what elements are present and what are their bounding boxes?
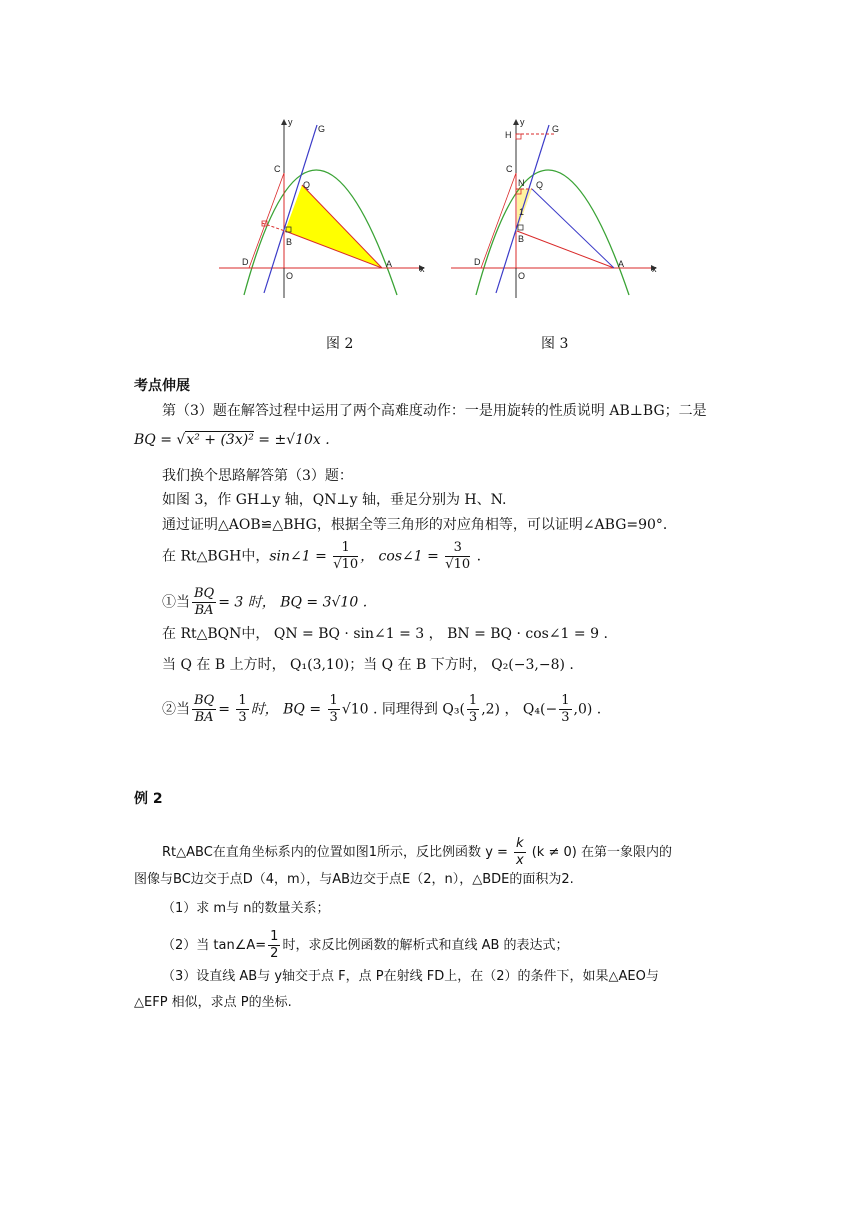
fig3-label-q: Q <box>536 180 544 190</box>
q2-prefix: （2）当 tan∠A= <box>162 938 267 953</box>
cos-den: √10 <box>445 557 471 572</box>
paragraph-2: 我们换个思路解答第（3）题： <box>162 468 353 484</box>
section-heading-extension: 考点伸展 <box>134 378 190 394</box>
p9-fraction-third <box>236 693 248 726</box>
bq-lhs: BQ = <box>134 432 177 448</box>
bq-rhs: = ±√10x . <box>253 432 330 448</box>
line-qa <box>532 189 614 268</box>
p9-fnum: 1 <box>238 693 247 708</box>
p9-bden: 3 <box>329 710 338 725</box>
p9-end: ,0) . <box>573 701 602 718</box>
fig2-label-q: Q <box>303 180 311 190</box>
p9-den: BA <box>194 710 214 725</box>
tan-fraction <box>268 929 280 962</box>
p6-den: BA <box>194 603 214 618</box>
p9-q3num: 1 <box>468 693 478 708</box>
triangle-bqa-fill <box>285 185 382 268</box>
p6-post: = 3 时， BQ = 3√10 . <box>218 594 368 611</box>
fig3-label-x: x <box>652 264 657 274</box>
fig3-label-h: H <box>505 130 512 140</box>
paragraph-1a: 第（3）题在解答过程中运用了两个高难度动作：一是用旋转的性质说明 AB⊥BG；二是 <box>162 403 707 419</box>
p5-cos: ， cos∠1 = <box>360 548 444 565</box>
question-part-3a: （3）设直线 AB与 y轴交于点 F，点 P在射线 FD上，在（2）的条件下，如果△AEO与 <box>162 969 659 984</box>
question-line-1 <box>162 836 672 869</box>
fig3-label-c: C <box>506 164 513 174</box>
fig3-label-angle-1: 1 <box>519 207 525 217</box>
p9-mid2: √10 . 同理得到 Q₃( <box>341 701 465 718</box>
fig3-label-g: G <box>552 124 560 134</box>
fig3-label-y: y <box>520 117 525 127</box>
p5-end: . <box>472 548 482 565</box>
p9-num: BQ <box>194 693 215 708</box>
paragraph-1b: BQ = √x² + (3x)² = ±√10x . <box>134 432 330 448</box>
p6-num: BQ <box>194 586 215 601</box>
x-den: x <box>515 853 524 868</box>
figure-3-caption: 图 3 <box>541 336 569 352</box>
right-angle-mark-h <box>516 134 521 139</box>
fig2-label-c: C <box>274 164 281 174</box>
fig2-label-x: x <box>420 264 425 274</box>
q2-post: 时，求反比例函数的解析式和直线 AB 的表达式； <box>282 938 569 953</box>
question-part-3b: △EFP 相似，求点 P的坐标. <box>134 995 292 1010</box>
fig2-label-g: G <box>318 124 326 134</box>
cos-fraction <box>445 540 470 573</box>
fig3-label-o: O <box>518 271 526 281</box>
figure-2-caption: 图 2 <box>326 336 354 352</box>
p5-sin: sin∠1 = <box>269 548 332 565</box>
k-over-x-fraction <box>514 836 526 869</box>
p9-mid: 时， BQ = <box>250 701 326 718</box>
example-2-heading: 例 2 <box>134 791 163 807</box>
cos-num: 3 <box>445 540 470 557</box>
fig2-label-o: O <box>286 271 294 281</box>
fig3-label-n: N <box>518 178 525 188</box>
figure-2 <box>214 115 434 300</box>
p6-fraction <box>192 586 216 619</box>
fig2-label-y: y <box>288 117 293 127</box>
p9-fraction-q4 <box>559 693 571 726</box>
p9-fraction-ratio <box>192 693 216 726</box>
p9-prefix: ②当 <box>162 701 190 718</box>
fig2-label-d: D <box>242 257 249 267</box>
q-prefix: Rt△ABC在直角坐标系内的位置如图1所示，反比例函数 y = <box>162 845 513 860</box>
fig3-label-b: B <box>518 234 525 244</box>
figure-3 <box>446 115 666 300</box>
p5-prefix: 在 Rt△BGH中， <box>162 548 270 565</box>
tan-num: 1 <box>270 929 279 944</box>
paragraph-4: 通过证明△AOB≌△BHG，根据全等三角形的对应角相等，可以证明∠ABG=90°． <box>162 517 677 533</box>
bq-radicand: x² + (3x)² <box>186 432 254 448</box>
paragraph-8: 当 Q 在 B 上方时， Q₁(3,10)；当 Q 在 B 下方时， Q₂(−3,−8) . <box>162 657 574 673</box>
q-post: (k ≠ 0) 在第一象限内的 <box>527 845 672 860</box>
paragraph-6 <box>162 586 367 619</box>
p9-q4den: 3 <box>561 710 570 725</box>
paragraph-3: 如图 3，作 GH⊥y 轴，QN⊥y 轴，垂足分别为 H、N. <box>162 492 507 508</box>
question-line-2: 图像与BC边交于点D（4，m），与AB边交于点E（2，n），△BDE的面积为2. <box>134 872 574 887</box>
sin-num: 1 <box>333 540 358 557</box>
p9-fraction-q3 <box>467 693 479 726</box>
tan-den: 2 <box>270 946 279 961</box>
y-axis-arrow <box>513 119 519 125</box>
paragraph-5 <box>162 540 481 573</box>
line-dc <box>481 173 516 268</box>
line-ba <box>517 231 614 268</box>
fig3-label-a: A <box>618 259 625 269</box>
sin-fraction <box>333 540 358 573</box>
line-dc <box>249 173 284 268</box>
p9-q4num: 1 <box>561 693 570 708</box>
sin-den: √10 <box>333 557 359 572</box>
question-part-2 <box>162 929 569 962</box>
fig2-label-b: B <box>286 237 293 247</box>
paragraph-9 <box>162 693 601 726</box>
k-num: k <box>516 836 524 851</box>
p9-bnum: 1 <box>329 693 338 708</box>
p9-q3den: 3 <box>468 710 478 725</box>
p6-prefix: ①当 <box>162 594 190 611</box>
p9-fraction-bq <box>328 693 340 726</box>
p9-fden: 3 <box>238 710 247 725</box>
question-part-1: （1）求 m与 n的数量关系； <box>162 901 330 916</box>
y-axis-arrow <box>281 119 287 125</box>
parabola-curve <box>476 170 629 295</box>
paragraph-7: 在 Rt△BQN中， QN = BQ · sin∠1 = 3 ， BN = BQ · cos∠1 = 9 . <box>162 626 608 642</box>
fig2-label-a: A <box>386 259 393 269</box>
p9-eq: = <box>218 701 235 718</box>
fig3-label-d: D <box>474 257 481 267</box>
p9-mid3: ,2) ， Q₄(− <box>481 701 558 718</box>
